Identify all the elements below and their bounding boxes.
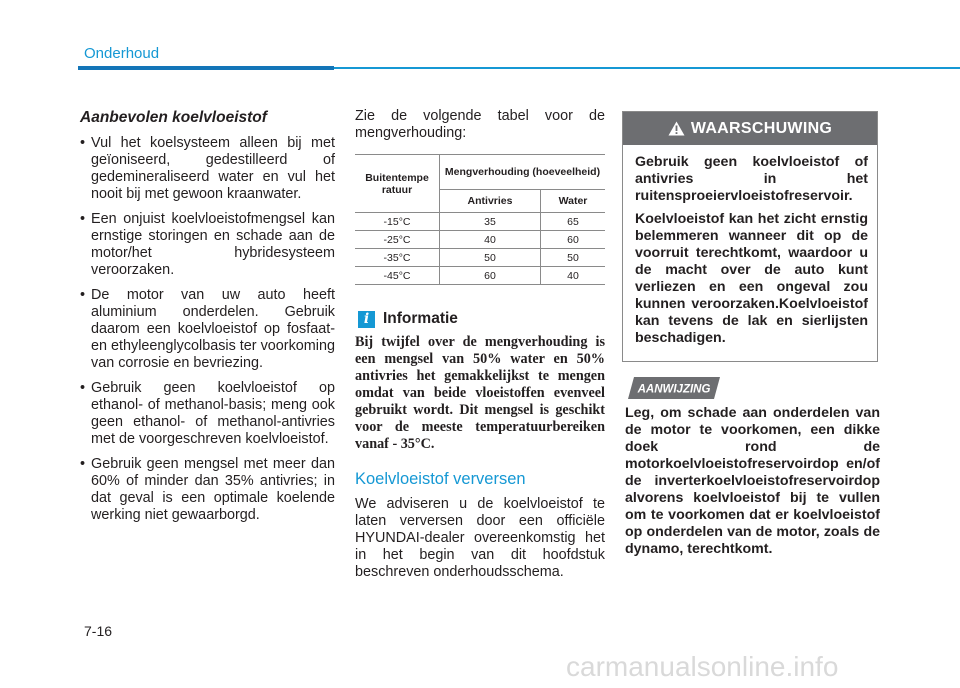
replace-coolant-text: We adviseren u de koelvloeistof te laten verversen door een officiële HYUNDAI-dealer overeenkomstig het in het begin van dit hoofdstuk beschreven onderhoudsschema. [355,496,605,580]
info-text: Bij twijfel over de mengverhouding is een mengsel van 50% water en 50% antivries het gemakkelijkst te mengen omdat van beide vloeistoffen evenveel gebruikt wordt. Dit mengsel is geschikt voor de meeste temperatuurbereiken vanaf - 35°C. [355,334,605,452]
warning-header [623,112,877,145]
cell-water: 50 [541,249,605,267]
coolant-bullet-list [80,135,335,524]
bullet-item: • Een onjuist koelvloeistofmengsel kan ernstige storingen en schade aan de motor/het hybridesysteem veroorzaken. [80,211,335,279]
cell-water: 40 [541,267,605,285]
table-row [355,267,605,285]
bullet-item: • De motor van uw auto heeft aluminium onderdelen. Gebruik daarom een koelvloeistof op fosfaat- en ethyleenglycolbasis ter voorkoming van corrosie en bevriezing. [80,287,335,372]
cell-water: 65 [541,213,605,231]
notice-badge [628,377,720,399]
cell-temperature: -15°C [355,213,440,231]
cell-temperature: -35°C [355,249,440,267]
warning-body [635,154,868,353]
warning-triangle-icon [668,121,685,136]
page-number: 7-16 [84,623,113,639]
left-column [80,108,335,532]
warning-paragraph: Koelvloeistof kan het zicht ernstig belemmeren wanneer dit op de voorruit terechtkomt, waardoor u de macht over de auto kunt verliezen en een ongeval zou kunnen veroorzaken.Koelvloeistof kan tevens de lak en sierlijsten beschadigen. [635,211,868,346]
table-row [355,213,605,231]
warning-box [622,111,878,362]
cell-temperature: -25°C [355,231,440,249]
bullet-item: • Gebruik geen mengsel met meer dan 60% of minder dan 35% antivries; in dat geval is een optimale koelende werking niet gewaarborgd. [80,456,335,524]
notice-label: AANWIJZING [637,383,711,396]
info-icon: i [358,311,375,328]
cell-water: 60 [541,231,605,249]
cell-antifreeze: 40 [440,231,541,249]
header-water: Water [541,190,605,213]
mixing-ratio-table [355,154,605,285]
cell-antifreeze: 50 [440,249,541,267]
cell-antifreeze: 60 [440,267,541,285]
replace-coolant-heading: Koelvloeistof verversen [355,470,526,488]
bullet-item: • Gebruik geen koelvloeistof op ethanol- of methanol-basis; meng ook geen ethanol- of methanol-antivries met de voorgeschreven koelvloeistof. [80,380,335,448]
warning-title: WAARSCHUWING [690,119,833,137]
header-rule-light [334,67,960,69]
cell-antifreeze: 35 [440,213,541,231]
table-intro-text: Zie de volgende tabel voor de mengverhouding: [355,108,605,141]
header-mixing-ratio: Mengverhouding (hoeveelheid) [440,155,606,190]
notice-text: Leg, om schade aan onderdelen van de motor te voorkomen, een dikke doek rond de motorkoelvloeistofreservoirdop en/of de inverterkoelvloeistofreservoirdop alvorens koelvloeistof bij te vullen om te voorkomen dat er koelvloeistof op onderdelen van de motor, zoals de dynamo, terechtkomt. [625,405,880,557]
warning-paragraph: Gebruik geen koelvloeistof of antivries in het ruitensproeiervloeistofreservoir. [635,154,868,204]
subheading-recommended-coolant: Aanbevolen koelvloeistof [80,109,267,126]
header-outside-temperature: Buitentempe ratuur [355,155,440,213]
replace-coolant-section [355,496,605,581]
section-title: Onderhoud [84,45,160,62]
header-rule-dark [78,66,334,70]
header-antifreeze: Antivries [440,190,541,213]
table-row [355,231,605,249]
info-heading [358,310,458,328]
table-row [355,249,605,267]
middle-column-intro [355,108,605,142]
watermark: carmanualsonline.info [566,651,839,682]
bullet-item: • Vul het koelsysteem alleen bij met geïoniseerd, gedestilleerd of gedemineraliseerd water en vul het nooit bij met gewoon kraanwater. [80,135,335,203]
cell-temperature: -45°C [355,267,440,285]
info-title: Informatie [383,310,458,327]
